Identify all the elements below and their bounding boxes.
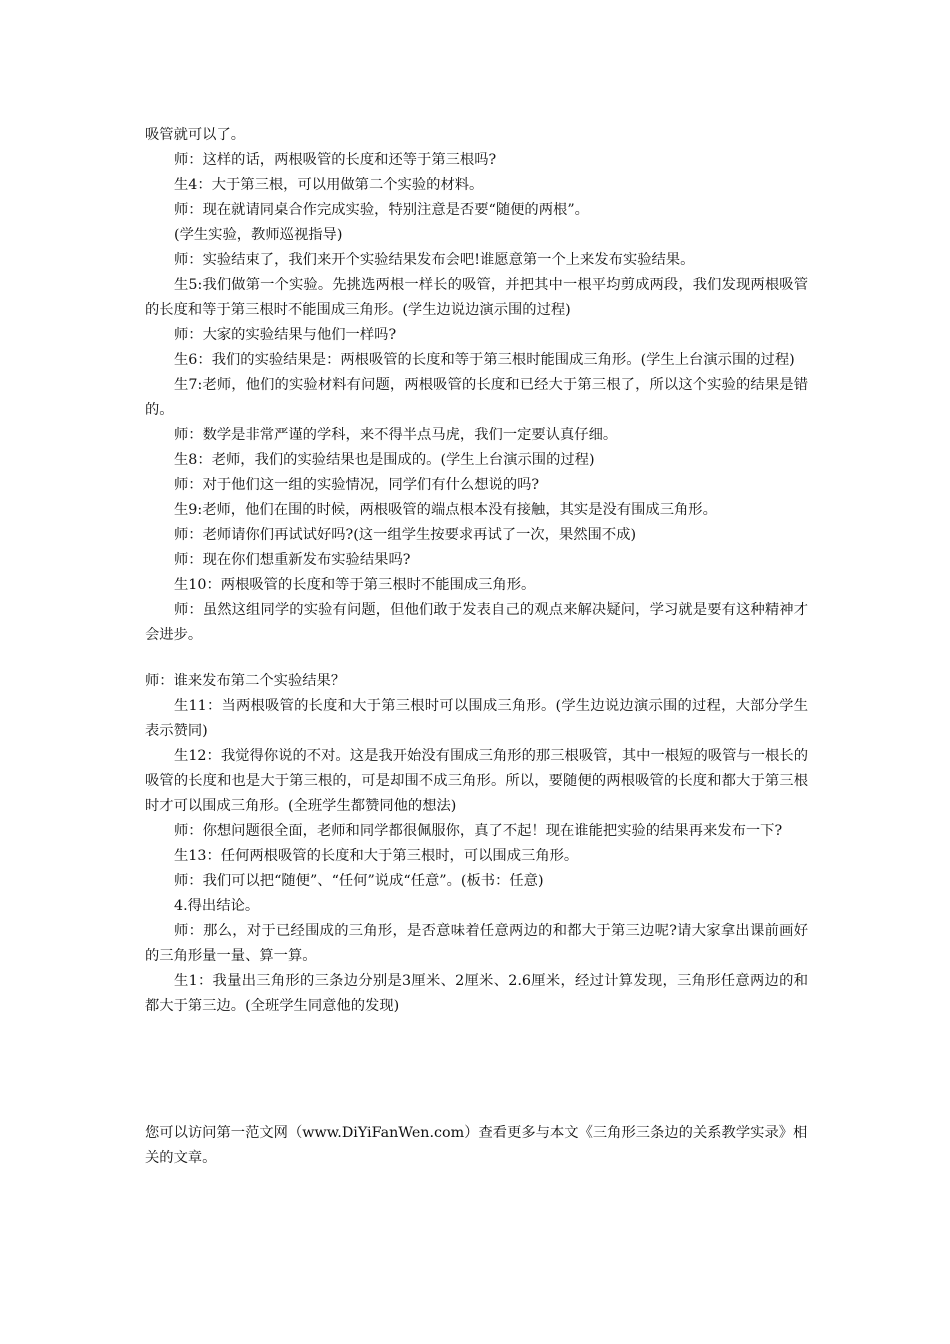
paragraph: 生6：我们的实验结果是：两根吸管的长度和等于第三根时能围成三角形。(学生上台演示围的过程) [174, 352, 795, 368]
paragraph: 师：这样的话，两根吸管的长度和还等于第三根吗? [174, 152, 497, 168]
paragraph: 生11：当两根吸管的长度和大于第三根时可以围成三角形。(学生边说边演示围的过程，大部分学生表示赞同) [145, 698, 808, 739]
paragraph: (学生实验，教师巡视指导) [174, 227, 343, 243]
paragraph: 师：虽然这组同学的实验有问题，但他们敢于发表自己的观点来解决疑问，学习就是要有这种精神才会进步。 [145, 602, 808, 643]
paragraph: 师：谁来发布第二个实验结果？ [145, 673, 346, 689]
paragraph: 师：那么，对于已经围成的三角形，是否意味着任意两边的和都大于第三边呢?请大家拿出课前画好的三角形量一量、算一算。 [145, 923, 808, 964]
paragraph: 生9:老师，他们在围的时候，两根吸管的端点根本没有接触，其实是没有围成三角形。 [174, 502, 717, 518]
paragraph: 师：数学是非常严谨的学科，来不得半点马虎，我们一定要认真仔细。 [174, 427, 618, 443]
paragraph: 师：大家的实验结果与他们一样吗? [174, 327, 397, 343]
paragraph: 师：你想问题很全面，老师和同学都很佩服你，真了不起！现在谁能把实验的结果再来发布一下? [174, 823, 783, 839]
paragraph: 师：现在就请同桌合作完成实验，特别注意是否要“随便的两根”。 [174, 202, 589, 218]
paragraph: 生10：两根吸管的长度和等于第三根时不能围成三角形。 [174, 577, 536, 593]
document-body [145, 123, 808, 1019]
paragraph-spacer [145, 648, 808, 669]
paragraph: 生5:我们做第一个实验。先挑选两根一样长的吸管，并把其中一根平均剪成两段，我们发现两根吸管的长度和等于第三根时不能围成三角形。(学生边说边演示围的过程) [145, 277, 808, 318]
paragraph: 4.得出结论。 [174, 898, 260, 914]
paragraph: 师：对于他们这一组的实验情况，同学们有什么想说的吗? [174, 477, 540, 493]
paragraph: 师：现在你们想重新发布实验结果吗? [174, 552, 411, 568]
footer-note: 您可以访问第一范文网（www.DiYiFanWen.com）查看更多与本文《三角形三条边的关系教学实录》相关的文章。 [145, 1125, 808, 1166]
paragraph: 生13：任何两根吸管的长度和大于第三根时，可以围成三角形。 [174, 848, 579, 864]
paragraph: 师：老师请你们再试试好吗?(这一组学生按要求再试了一次，果然围不成) [174, 527, 637, 543]
paragraph: 生12：我觉得你说的不对。这是我开始没有围成三角形的那三根吸管，其中一根短的吸管与一根长的吸管的长度和也是大于第三根的，可是却围不成三角形。所以，要随便的两根吸管的长度和都大于第三根时才可以围成三角形。(全班学生都赞同他的想法) [145, 748, 808, 814]
paragraph: 吸管就可以了。 [145, 127, 246, 143]
paragraph: 师：我们可以把“随便”、“任何”说成“任意”。(板书：任意) [174, 873, 544, 889]
paragraph: 生7:老师，他们的实验材料有问题，两根吸管的长度和已经大于第三根了，所以这个实验的结果是错的。 [145, 377, 808, 418]
paragraph: 师：实验结束了，我们来开个实验结果发布会吧!谁愿意第一个上来发布实验结果。 [174, 252, 695, 268]
paragraph: 生1：我量出三角形的三条边分别是3厘米、2厘米、2.6厘米，经过计算发现，三角形任意两边的和都大于第三边。(全班学生同意他的发现) [145, 973, 808, 1014]
paragraph: 生8：老师，我们的实验结果也是围成的。(学生上台演示围的过程) [174, 452, 595, 468]
paragraph: 生4：大于第三根，可以用做第二个实验的材料。 [174, 177, 484, 193]
